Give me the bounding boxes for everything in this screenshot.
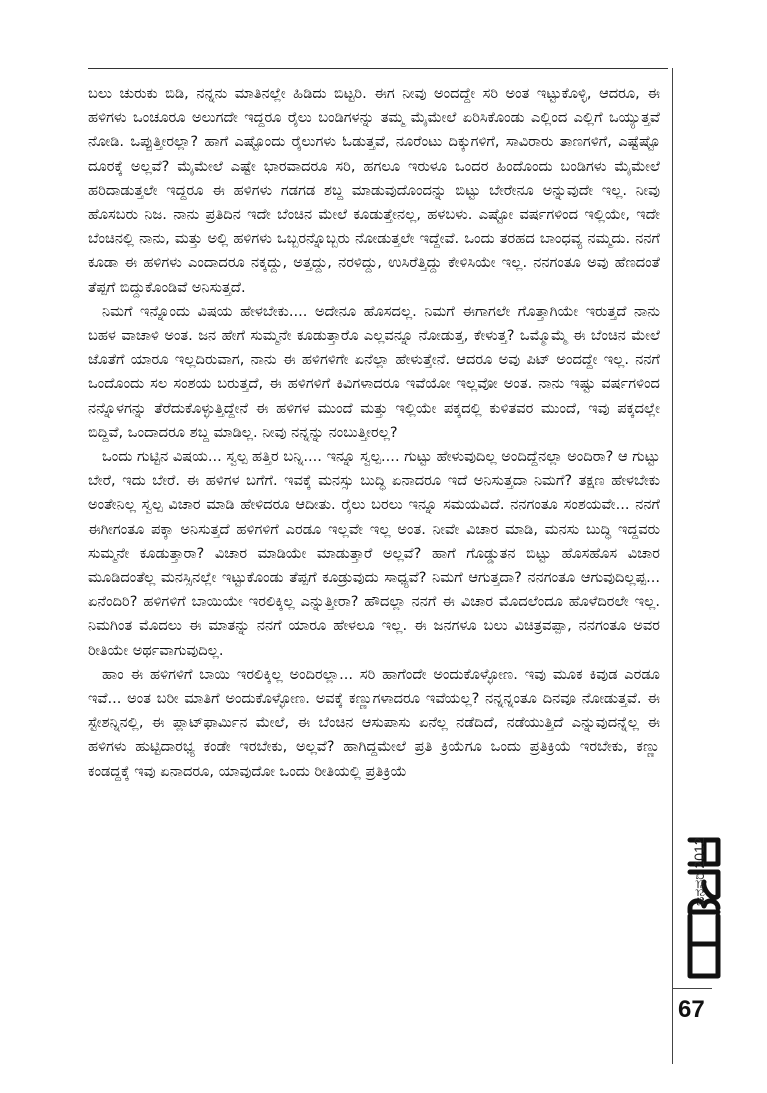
issue-date: ಜನವರಿ 2012 bbox=[691, 837, 707, 906]
page-number: 67 bbox=[678, 996, 705, 1023]
article-paragraph: ಬಲು ಚುರುಕು ಬಿಡಿ, ನನ್ನನು ಮಾತಿನಲ್ಲೇ ಹಿಡಿದು ಬಿಟ್ಟರಿ. ಈಗ ನೀವು ಅಂದದ್ದೇ ಸರಿ ಅಂತ ಇಟ್ಟುಕೊಳ್ಳಿ, ಆದರೂ, ಈ ಹಳಿಗಳು ಒಂಚೂರೂ ಅಲುಗದೇ ಇದ್ದರೂ ರೈಲು ಬಂಡಿಗಳನ್ನು ತಮ್ಮ ಮೈಮೇಲೆ ಏರಿಸಿಕೊಂಡು ಎಲ್ಲಿಂದ ಎಲ್ಲಿಗೆ ಒಯ್ಯುತ್ತವೆ ನೋಡಿ. ಒಪ್ಪುತ್ತೀರಲ್ಲಾ? ಹಾಗೆ ಎಷ್ಟೊಂದು ರೈಲುಗಳು ಓಡುತ್ತವೆ, ನೂರೆಂಟು ದಿಕ್ಕುಗಳಿಗೆ, ಸಾವಿರಾರು ತಾಣಗಳಿಗೆ, ಎಷ್ಟೆಷ್ಟೊ ದೂರಕ್ಕೆ ಅಲ್ಲವೆ? ಮೈಮೇಲೆ ಎಷ್ಟೇ ಭಾರವಾದರೂ ಸರಿ, ಹಗಲೂ ಇರುಳೂ ಒಂದರ ಹಿಂದೊಂದು ಬಂಡಿಗಳು ಮೈಮೇಲೆ ಹರಿದಾಡುತ್ತಲೇ ಇದ್ದರೂ ಈ ಹಳಿಗಳು ಗಡಗಡ ಶಬ್ದ ಮಾಡುವುದೊಂದನ್ನು ಬಿಟ್ಟು ಬೇರೇನೂ ಅನ್ನುವುದೇ ಇಲ್ಲ. ನೀವು ಹೊಸಬರು ನಿಜ. ನಾನು ಪ್ರತಿದಿನ ಇದೇ ಬೆಂಚಿನ ಮೇಲೆ ಕೂಡುತ್ತೇನಲ್ಲ, ಹಳಬಳು. ಎಷ್ಟೋ ವರ್ಷಗಳಿಂದ ಇಲ್ಲಿಯೇ, ಇದೇ ಬೆಂಚಿನಲ್ಲಿ ನಾನು, ಮತ್ತು ಅಲ್ಲಿ ಹಳಿಗಳು ಒಬ್ಬರನ್ನೊಬ್ಬರು ನೋಡುತ್ತಲೇ ಇದ್ದೇವೆ. ಒಂದು ತರಹದ ಬಾಂಧವ್ಯ ನಮ್ಮದು. ನನಗೆ ಕೂಡಾ ಈ ಹಳಿಗಳು ಎಂದಾದರೂ ನಕ್ಕದ್ದು, ಅತ್ತದ್ದು, ನರಳಿದ್ದು, ಉಸಿರೆತ್ತಿದ್ದು ಕೇಳಿಸಿಯೇ ಇಲ್ಲ. ನನಗಂತೂ ಅವು ಹೆಣದಂತೆ ತೆಪ್ಪಗೆ ಬಿದ್ದುಕೊಂಡಿವೆ ಅನಿಸುತ್ತದೆ. bbox=[88, 85, 660, 296]
article-paragraph: ನಿಮಗೆ ಇನ್ನೊಂದು ವಿಷಯ ಹೇಳಬೇಕು.... ಅದೇನೂ ಹೊಸದಲ್ಲ. ನಿಮಗೆ ಈಗಾಗಲೇ ಗೊತ್ತಾಗಿಯೇ ಇರುತ್ತದೆ ನಾನು ಬಹಳ ವಾಚಾಳಿ ಅಂತ. ಜನ ಹೇಗೆ ಸುಮ್ಮನೇ ಕೂಡುತ್ತಾರೊ ಎಲ್ಲವನ್ನೂ ನೋಡುತ್ತ, ಕೇಳುತ್ತ? ಒಮ್ಮೊಮ್ಮೆ ಈ ಬೆಂಚಿನ ಮೇಲೆ ಜೊತೆಗೆ ಯಾರೂ ಇಲ್ಲದಿರುವಾಗ, ನಾನು ಈ ಹಳಿಗಳಿಗೇ ಏನೆಲ್ಲಾ ಹೇಳುತ್ತೇನೆ. ಆದರೂ ಅವು ಪಿಟ್ ಅಂದದ್ದೇ ಇಲ್ಲ. ನನಗೆ ಒಂದೊಂದು ಸಲ ಸಂಶಯ ಬರುತ್ತದೆ, ಈ ಹಳಿಗಳಿಗೆ ಕಿವಿಗಳಾದರೂ ಇವೆಯೋ ಇಲ್ಲವೋ ಅಂತ. ನಾನು ಇಷ್ಟು ವರ್ಷಗಳಿಂದ ನನ್ನೊಳಗನ್ನು ತೆರೆದುಕೊಳ್ಳುತ್ತಿದ್ದೇನೆ ಈ ಹಳಿಗಳ ಮುಂದೆ ಮತ್ತು ಇಲ್ಲಿಯೇ ಪಕ್ಕದಲ್ಲಿ ಕುಳಿತವರ ಮುಂದೆ, ಇವು ಪಕ್ಕದಲ್ಲೇ ಬಿದ್ದಿವೆ, ಒಂದಾದರೂ ಶಬ್ದ ಮಾಡಿಲ್ಲ. ನೀವು ನನ್ನನ್ನು ನಂಬುತ್ತೀರಲ್ಲ? bbox=[88, 302, 660, 441]
top-rule bbox=[88, 68, 668, 69]
page-number-rule bbox=[672, 988, 712, 989]
article-paragraph: ಒಂದು ಗುಟ್ಟಿನ ವಿಷಯ... ಸ್ವಲ್ಪ ಹತ್ತಿರ ಬನ್ನಿ.... ಇನ್ನೂ ಸ್ವಲ್ಪ.... ಗುಟ್ಟು ಹೇಳುವುದಿಲ್ಲ ಅಂದಿದ್ದೆನಲ್ಲಾ ಅಂದಿರಾ? ಆ ಗುಟ್ಟು ಬೇರೆ, ಇದು ಬೇರೆ. ಈ ಹಳಿಗಳ ಬಗೆಗೆ. ಇವಕ್ಕೆ ಮನಸ್ಸು ಬುದ್ಧಿ ಏನಾದರೂ ಇದೆ ಅನಿಸುತ್ತದಾ ನಿಮಗೆ? ತಕ್ಷಣ ಹೇಳಬೇಕು ಅಂತೇನಿಲ್ಲ ಸ್ವಲ್ಪ ವಿಚಾರ ಮಾಡಿ ಹೇಳಿದರೂ ಆದೀತು. ರೈಲು ಬರಲು ಇನ್ನೂ ಸಮಯವಿದೆ. ನನಗಂತೂ ಸಂಶಯವೇ... ನನಗೆ ಈಗೀಗಂತೂ ಪಕ್ಕಾ ಅನಿಸುತ್ತದೆ ಹಳಿಗಳಿಗೆ ಎರಡೂ ಇಲ್ಲವೇ ಇಲ್ಲ ಅಂತ. ನೀವೇ ವಿಚಾರ ಮಾಡಿ, ಮನಸು ಬುದ್ಧಿ ಇದ್ದವರು ಸುಮ್ಮನೇ ಕೂಡುತ್ತಾರಾ? ವಿಚಾರ ಮಾಡಿಯೇ ಮಾಡುತ್ತಾರೆ ಅಲ್ಲವೆ? ಹಾಗೆ ಗೊಡ್ಡುತನ ಬಿಟ್ಟು ಹೊಸಹೊಸ ವಿಚಾರ ಮೂಡಿದಂತೆಲ್ಲ ಮನಸ್ಸಿನಲ್ಲೇ ಇಟ್ಟುಕೊಂಡು ತೆಪ್ಪಗೆ ಕೂಡ್ರುವುದು ಸಾಧ್ಯವೆ? ನಿಮಗೆ ಆಗುತ್ತದಾ? ನನಗಂತೂ ಆಗುವುದಿಲ್ಲಪ್ಪ... ಏನೆಂದಿರಿ? ಹಳಿಗಳಿಗೆ ಬಾಯಿಯೇ ಇರಲಿಕ್ಕಿಲ್ಲ ಎನ್ನುತ್ತೀರಾ? ಹೌದಲ್ಲಾ ನನಗೆ ಈ ವಿಚಾರ ಮೊದಲೆಂದೂ ಹೊಳೆದಿರಲೇ ಇಲ್ಲ. ನಿಮಗಿಂತ ಮೊದಲು ಈ ಮಾತನ್ನು ನನಗೆ ಯಾರೂ ಹೇಳಲೂ ಇಲ್ಲ. ಈ ಜನಗಳೂ ಬಲು ವಿಚಿತ್ರವಪ್ಪಾ, ನನಗಂತೂ ಅವರ ರೀತಿಯೇ ಅರ್ಥವಾಗುವುದಿಲ್ಲ. bbox=[88, 448, 660, 659]
side-rule bbox=[672, 68, 673, 1064]
article-paragraph: ಹಾಂ ಈ ಹಳಿಗಳಿಗೆ ಬಾಯಿ ಇರಲಿಕ್ಕಿಲ್ಲ ಅಂದಿರಲ್ಲಾ... ಸರಿ ಹಾಗೆಂದೇ ಅಂದುಕೊಳ್ಳೋಣ. ಇವು ಮೂಕ ಕಿವುಡ ಎರಡೂ ಇವೆ... ಅಂತ ಬರೀ ಮಾತಿಗೆ ಅಂದುಕೊಳ್ಳೋಣ. ಅವಕ್ಕೆ ಕಣ್ಣುಗಳಾದರೂ ಇವೆಯಲ್ಲ? ನನ್ನನ್ನಂತೂ ದಿನವೂ ನೋಡುತ್ತವೆ. ಈ ಸ್ಟೇಶನ್ನಿನಲ್ಲಿ, ಈ ಪ್ಲಾಟ್‌ಫಾರ್ಮಿನ ಮೇಲೆ, ಈ ಬೆಂಚಿನ ಆಸುಪಾಸು ಏನೆಲ್ಲ ನಡೆದಿದೆ, ನಡೆಯುತ್ತಿದೆ ಎನ್ನುವುದನ್ನೆಲ್ಲ ಈ ಹಳಿಗಳು ಹುಟ್ಟಿದಾರಭ್ಯ ಕಂಡೇ ಇರಬೇಕು, ಅಲ್ಲವೆ? ಹಾಗಿದ್ದಮೇಲೆ ಪ್ರತಿ ಕ್ರಿಯೆಗೂ ಒಂದು ಪ್ರತಿಕ್ರಿಯೆ ಇರಬೇಕು, ಕಣ್ಣು ಕಂಡದ್ದಕ್ಕೆ ಇವು ಏನಾದರೂ, ಯಾವುದೋ ಒಂದು ರೀತಿಯಲ್ಲಿ ಪ್ರತಿಕ್ರಿಯೆ bbox=[88, 665, 660, 780]
article-body bbox=[88, 82, 660, 784]
